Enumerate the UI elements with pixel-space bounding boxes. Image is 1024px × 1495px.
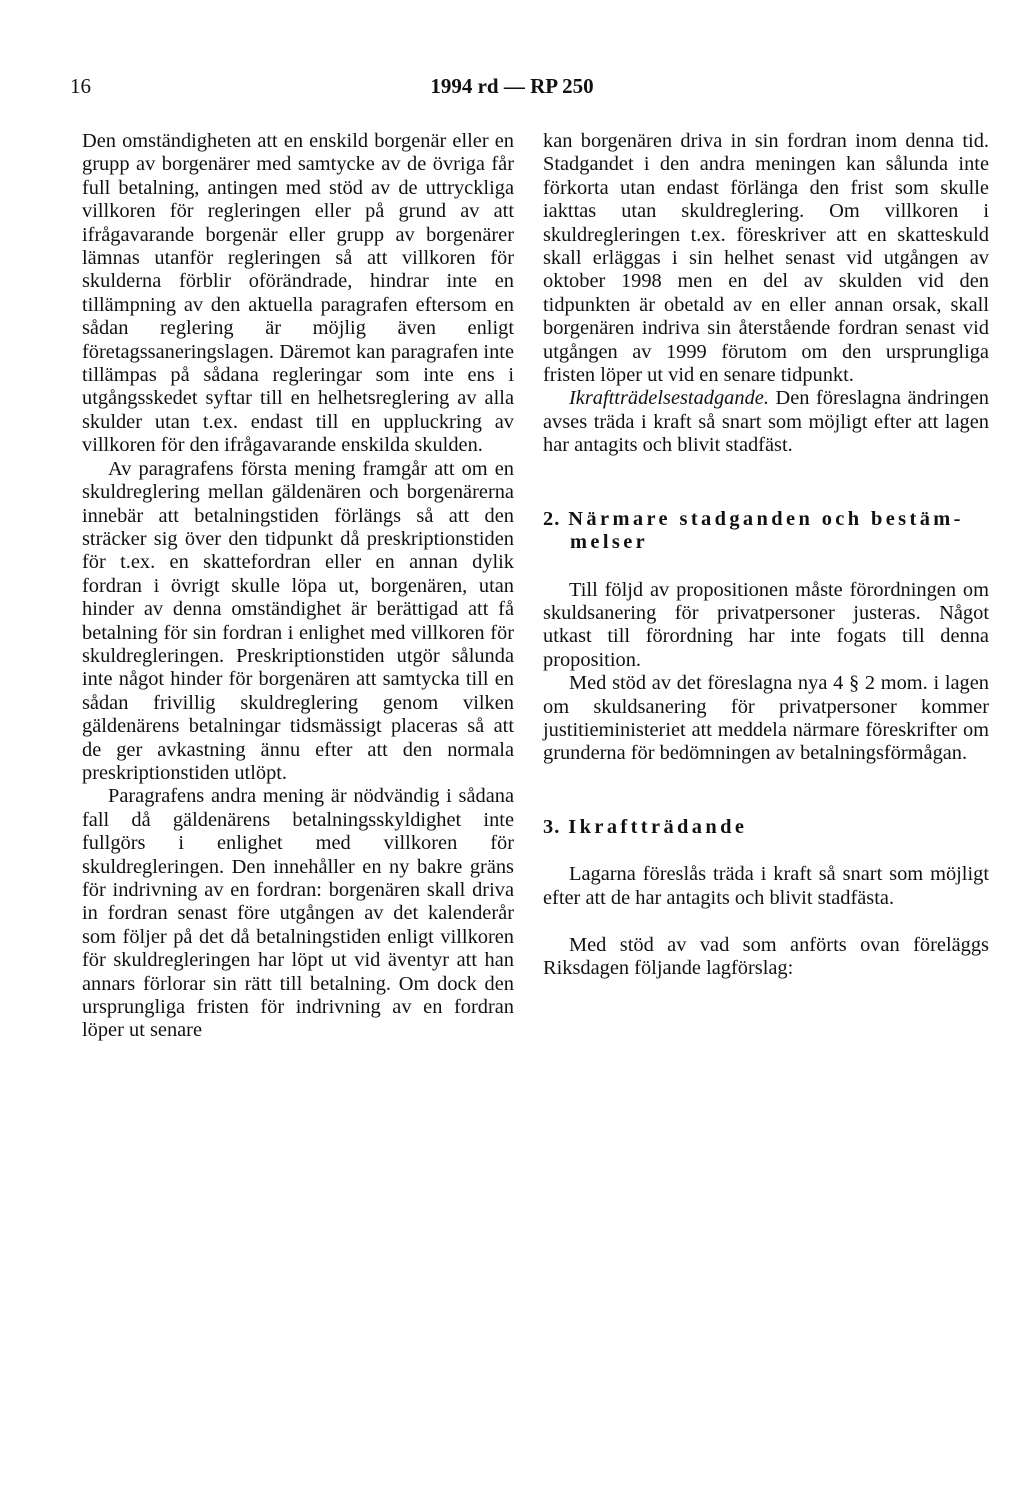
paragraph: Med stöd av det föreslagna nya 4 § 2 mom. i lagen om skuldsanering för privatpersoner kommer justitieministeriet att meddela närmare föreskrifter om grunderna för bedömningen av betalningsförmågan. — [543, 672, 989, 765]
section-heading-2 — [543, 508, 989, 555]
paragraph: Den omständigheten att en enskild borgenär eller en grupp av borgenärer med samtycke av de övriga får full betalning, antingen med stöd av de uttryckliga villkoren för regleringen eller på grund av att ifrågavarande borgenär eller grupp av borgenärer lämnas utanför regleringen så att villkoren för skulderna förblir oförändrade, hindrar inte en tillämpning av den aktuella paragrafen eftersom en sådan reglering är möjlig även enligt företagssaneringslagen. Däremot kan paragrafen inte tillämpas på sådana regleringar som inte ens i utgångsskedet syftar till en helhetsreglering av alla skulder utan t.ex. endast till en uppluckring av villkoren för den ifrågavarande enskilda skulden. — [82, 130, 514, 457]
paragraph: kan borgenären driva in sin fordran inom denna tid. Stadgandet i den andra meningen kan sålunda inte förkorta utan endast förlänga den frist som skulle iakttas utan skuldreglering. Om villkoren i skuldregleringen t.ex. föreskriver att en skatteskuld skall erläggas i sin helhet senast vid utgången av oktober 1998 men en del av skulden vid den tidpunkten är obetald av en eller annan orsak, skall borgenären indriva sin återstående fordran senast vid utgången av 1999 förutom om den ursprungliga fristen löper ut vid en senare tidpunkt. — [543, 130, 989, 387]
paragraph: Till följd av propositionen måste förordningen om skuldsanering för privatpersoner justeras. Något utkast till förordning har inte fogats till denna proposition. — [543, 578, 989, 671]
paragraph-text: Den föreslagna ändringen avses träda i kraft så snart som möjligt efter att lagen har antagits och blivit stadfäst. — [543, 387, 989, 457]
right-column — [543, 130, 989, 981]
italic-lead: Ikraftträdelsestadgande. — [569, 387, 769, 410]
section-number: 3. — [543, 815, 561, 838]
section-number: 2. — [543, 507, 561, 530]
paragraph: Paragrafens andra mening är nödvändig i sådana fall då gäldenärens betalningsskyldighet inte fullgörs i enlighet med villkoren för skuldregleringen. Den innehåller en ny bakre gräns för indrivning av en fordran: borgenären skall driva in fordran senast före utgången av det kalenderår som följer på det då betalningstiden enligt villkoren för skuldregleringen har löpt ut vid äventyr att han annars förlorar sin rätt till betalning. Om dock den ursprungliga fristen för indrivning av en fordran löper ut senare — [82, 785, 514, 1042]
section-title: Ikraftträdande — [568, 815, 748, 838]
paragraph: Med stöd av vad som anförts ovan föreläggs Riksdagen följande lagförslag: — [543, 933, 989, 980]
page-header — [0, 74, 1024, 104]
section-title-cont: melser — [570, 531, 649, 554]
paragraph — [543, 387, 989, 457]
page-number: 16 — [70, 74, 91, 98]
paragraph: Av paragrafens första mening framgår att om en skuldreglering mellan gäldenären och borgenärerna innebär att betalningstiden förlängs så att den sträcker sig över den tidpunkt då preskriptionstiden för t.ex. en skattefordran eller en annan dylik fordran i övrigt skulle löpa ut, borgenären, utan hinder av denna omständighet är berättigad att få betalning för sin fordran i enlighet med villkoren för skuldregleringen. Preskriptionstiden utgör sålunda inte något hinder för borgenären att samtycka till en sådan frivillig skuldreglering genom vilken gäldenärens betalningar tidsmässigt placeras så att de ger avkastning ännu efter att den normala preskriptionstiden utlöpt. — [82, 457, 514, 784]
running-title: 1994 rd — RP 250 — [430, 74, 594, 98]
section-title: Närmare stadganden och bestäm- — [568, 507, 964, 530]
section-heading-3 — [543, 816, 989, 839]
left-column — [82, 130, 514, 1043]
paragraph: Lagarna föreslås träda i kraft så snart som möjligt efter att de har antagits och blivit stadfästa. — [543, 863, 989, 909]
